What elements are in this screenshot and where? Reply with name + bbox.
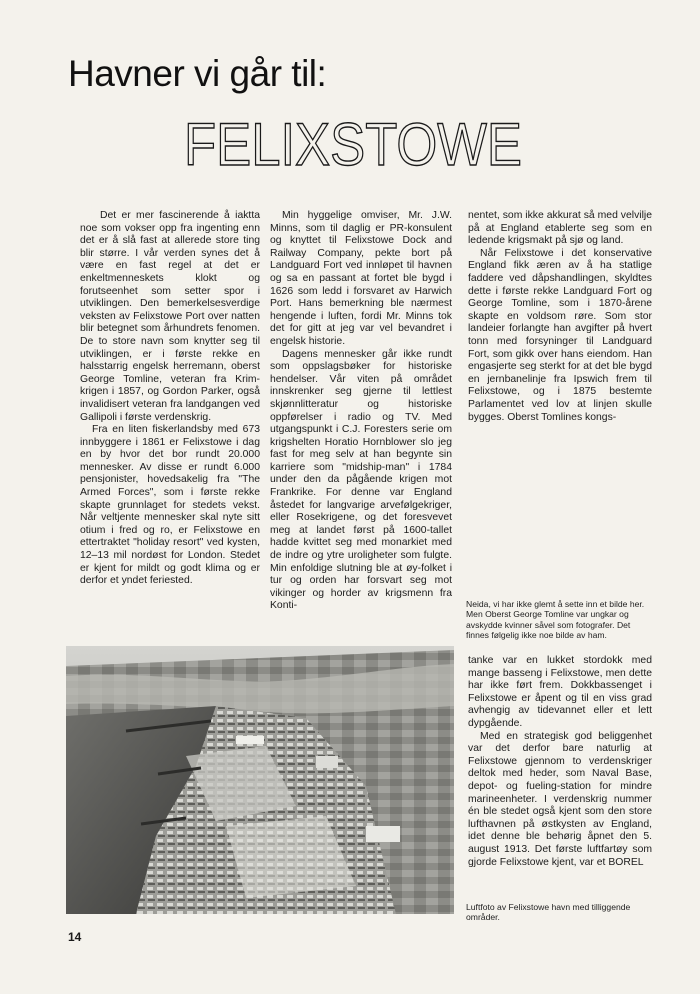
text-column-1 xyxy=(80,210,260,588)
photo-caption: Luftfoto av Felixstowe havn med tilliggende områder. xyxy=(466,902,631,923)
aerial-photo-felixstowe-port xyxy=(66,646,454,914)
paragraph: Dagens mennesker går ikke rundt som oppslagsbøker for historiske hendelser. Vår viten på området innskrenker seg gjerne til lettlest skjønnlitteratur og historiske oppførelser i radio og TV. Med utgangspunkt i C.J. Foresters serie om krigshelten Horatio Hornblower slo jeg fast for meg selv at han begynte sin karriere som "midship-man" i 1784 under den da pågående krigen mot Frankrike. For denne var England åstedet for langvarige arvefølgekriger, eller Rosekrigene, og det foresvevet meg at landet først på 1600-tallet hadde kvittet seg med monarkiet med de indre og ytre uroligheter som fulgte. Min enfoldige slutning ble at øy-folket i tur og orden har forsvart seg mot vikinger og horder av krigsmenn fra Konti- xyxy=(270,348,452,612)
paragraph: Min hyggelige omviser, Mr. J.W. Minns, som til daglig er PR-konsulent og knyttet til Felixstowe Dock and Railway Company, pekte bort på Landguard Fort ved innløpet til havnen og sa en passant at fortet ble bygd i 1626 som ledd i forsvaret av Harwich Port. Hans bemerkning ble nærmest hengende i luften, fordi Mr. Minns tok det for gitt at jeg var vel bevandret i engelsk historie. xyxy=(270,210,452,347)
aerial-photo-image xyxy=(66,646,454,914)
page-number: 14 xyxy=(68,930,82,944)
paragraph: tanke var en lukket stordokk med mange basseng i Felixstowe, men dette har ikke ført frem. Dokkbassenget i Felixstowe er åpent og til en viss grad avhengig av tidevannet eller et lett dypgående. xyxy=(468,655,652,729)
article-kicker: Havner vi går til: xyxy=(68,53,327,94)
article-title xyxy=(184,111,524,178)
text-column-3 xyxy=(468,210,652,424)
paragraph: Når Felixstowe i det konservative England fikk æren av å ha statlige faddere ved dåpshandlingen, skyldtes dette i første rekke Landguard Fort og George Tomline, som i 1870-årene skapte en voldsom røre. Som stor landeier forlangte han avgifter på hvert tonn med forsyninger til Landguard Fort, som gikk over hans eiendom. Han engasjerte seg sterkt for at det ble bygd en jernbanelinje fra Ipswich frem til Felixstowe, og i 1875 bestemte Parlamentet ved lov at linjen skulle bygges. Oberst Tomlines kongs- xyxy=(468,247,652,423)
paragraph: Det er mer fascinerende å iaktta noe som vokser opp fra ingenting enn det er å slå fast at allerede store ting blir større. I vår verden synes det å være en fast regel at det er enkeltmenneskets klokt og forutseenhet som setter spor i utviklingen. Den bemerkelsesverdige veksten av Felixstowe Port over natten blir betegnet som århundrets fenomen. De to store navn som knytter seg til utviklingen, er i første rekke en halsstarrig engelsk herremann, oberst George Tomline, veteran fra Krim-krigen i 1857, og Gordon Parker, også invalidisert veteran fra landgangen ved Gallipoli i første verdenskrig. xyxy=(80,210,260,423)
paragraph: Fra en liten fiskerlandsby med 673 innbyggere i 1861 er Felixstowe i dag en by hvor det bor rundt 20.000 mennesker. Av disse er rundt 6.000 pensjonister, hovedsakelig fra "The Armed Forces", som i første rekke skapte grunnlaget for stedets vekst. Når veltjente mennesker skal nyte sitt otium i fred og ro, er Felixstowe en ettertraktet "holiday resort" ved kysten, 12–13 mil nordøst for London. Stedet er kjent for mildt og godt klima og er derfor et yndet feriested. xyxy=(80,424,260,587)
paragraph: nentet, som ikke akkurat så med velvilje på at England etablerte seg som en ledende krigsmakt på sjø og land. xyxy=(468,210,652,247)
paragraph: Med en strategisk god beliggenhet var det derfor bare naturlig at Felixstowe gjennom to verdenskriger deltok med heder, som Naval Base, depot- og fueling-station for mindre marineenheter. I verdenskrig nummer én ble stedet også kjent som den store lufthavnen på østkysten av England, idet denne ble behørig åpnet den 5. august 1913. Det første luftfartøy som gjorde Felixstowe kjent, var et BOREL xyxy=(468,730,652,868)
title-text: FELIXSTOWE xyxy=(184,111,522,178)
text-column-2 xyxy=(270,210,452,613)
title-outline-graphic xyxy=(184,111,524,178)
text-column-3-lower xyxy=(468,655,652,869)
note-caption: Neida, vi har ikke glemt å sette inn et bilde her. Men Oberst George Tomline var ungkar og avskydde kvinner såvel som fotografer. Det finnes følgelig ikke noe bilde av ham. xyxy=(466,599,645,641)
